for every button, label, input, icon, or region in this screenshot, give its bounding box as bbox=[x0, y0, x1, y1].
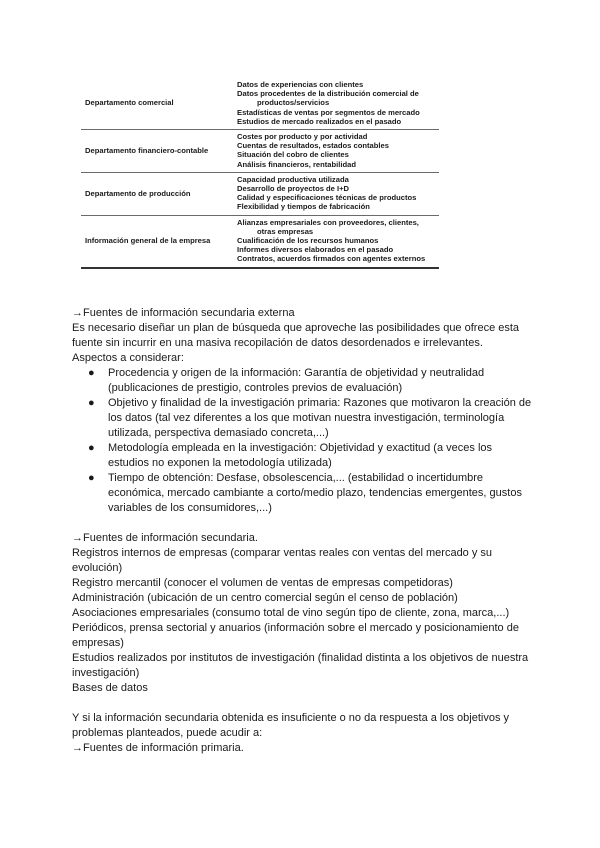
bullet-icon: ● bbox=[88, 367, 95, 379]
list-item: Flexibilidad y tiempos de fabricación bbox=[237, 202, 370, 212]
department-cell: Departamento comercial bbox=[81, 78, 233, 130]
list-item: Desarrollo de proyectos de I+D bbox=[237, 184, 350, 194]
closing-paragraph: Y si la información secundaria obtenida es insuficiente o no da respuesta a los objetivos y problemas planteados, puede acudir a: bbox=[72, 712, 510, 739]
section-heading-external: →Fuentes de información secundaria externa bbox=[72, 307, 295, 319]
list-item: Situación del cobro de clientes bbox=[237, 150, 349, 160]
list-item: Calidad y especificaciones técnicas de productos bbox=[237, 193, 417, 203]
list-item: Estadísticas de ventas por segmentos de mercado bbox=[237, 107, 420, 117]
source-line: Asociaciones empresariales (consumo total de vino según tipo de cliente, zona, marca,...) bbox=[72, 607, 510, 619]
bullet-icon: ● bbox=[88, 442, 95, 454]
items-cell bbox=[233, 172, 439, 215]
bullet-text: Tiempo de obtención: Desfase, obsolescencia,... (estabilidad o incertidumbre económica, mercado cambiante a corto/medio plazo, tendencias emergentes, gustos variables de los consumidores,...) bbox=[108, 472, 522, 514]
department-cell: Departamento financiero-contable bbox=[81, 130, 233, 173]
aspects-list bbox=[72, 366, 532, 516]
list-item bbox=[88, 471, 532, 516]
list-item: productos/servicios bbox=[257, 98, 330, 108]
bullet-text: Procedencia y origen de la información: Garantía de objetividad y neutralidad (publicaciones de prestigio, controles previos de evaluación) bbox=[108, 367, 485, 394]
list-item: otras empresas bbox=[257, 226, 314, 236]
list-item: Alianzas empresariales con proveedores, clientes, bbox=[237, 217, 419, 227]
table-row bbox=[81, 78, 439, 130]
source-line: Estudios realizados por institutos de investigación (finalidad distinta a los objetivos de nuestra investigación) bbox=[72, 652, 529, 679]
aspects-label: Aspectos a considerar: bbox=[72, 352, 184, 364]
document-body bbox=[72, 306, 532, 756]
list-item: Datos procedentes de la distribución comercial de bbox=[237, 89, 419, 99]
section-heading-primary: →Fuentes de información primaria. bbox=[72, 742, 244, 754]
bullet-text: Objetivo y finalidad de la investigación primaria: Razones que motivaron la creación de los datos (tal vez diferentes a los que motivan nuestra investigación, terminología utilizada, perspectiva demasiado concreta,...) bbox=[108, 397, 532, 439]
list-item: Costes por producto y por actividad bbox=[237, 132, 368, 142]
items-cell bbox=[233, 130, 439, 173]
items-cell bbox=[233, 215, 439, 268]
table-row bbox=[81, 172, 439, 215]
list-item: Estudios de mercado realizados en el pasado bbox=[237, 116, 402, 126]
table-row bbox=[81, 130, 439, 173]
intro-paragraph: Es necesario diseñar un plan de búsqueda que aproveche las posibilidades que ofrece esta fuente sin incurrir en una masiva recopilación de datos desordenados e irrelevantes. bbox=[72, 322, 520, 349]
department-cell: Información general de la empresa bbox=[81, 215, 233, 268]
bullet-icon: ● bbox=[88, 397, 95, 409]
source-line: Registro mercantil (conocer el volumen de ventas de empresas competidoras) bbox=[72, 577, 453, 589]
internal-sources-table bbox=[81, 78, 439, 269]
list-item bbox=[88, 396, 532, 441]
bullet-text: Metodología empleada en la investigación: Objetividad y exactitud (a veces los estudios no exponen la metodología utilizada) bbox=[108, 442, 493, 469]
department-cell: Departamento de producción bbox=[81, 172, 233, 215]
section-heading-secondary: →Fuentes de información secundaria. bbox=[72, 532, 258, 544]
source-line: Periódicos, prensa sectorial y anuarios (información sobre el mercado y posicionamiento de empresas) bbox=[72, 622, 519, 649]
bullet-icon: ● bbox=[88, 472, 95, 484]
items-cell bbox=[233, 78, 439, 130]
list-item: Cuentas de resultados, estados contables bbox=[237, 141, 389, 151]
list-item: Datos de experiencias con clientes bbox=[237, 80, 364, 89]
list-item: Análisis financieros, rentabilidad bbox=[237, 159, 357, 169]
source-line: Bases de datos bbox=[72, 682, 148, 694]
list-item bbox=[88, 441, 532, 471]
list-item: Cualificación de los recursos humanos bbox=[237, 236, 379, 246]
source-line: Administración (ubicación de un centro comercial según el censo de población) bbox=[72, 592, 458, 604]
table-row bbox=[81, 215, 439, 268]
list-item: Informes diversos elaborados en el pasado bbox=[237, 245, 394, 255]
list-item: Capacidad productiva utilizada bbox=[237, 174, 349, 184]
list-item bbox=[88, 366, 532, 396]
source-line: Registros internos de empresas (comparar ventas reales con ventas del mercado y su evolución) bbox=[72, 547, 493, 574]
list-item: Contratos, acuerdos firmados con agentes externos bbox=[237, 254, 426, 264]
